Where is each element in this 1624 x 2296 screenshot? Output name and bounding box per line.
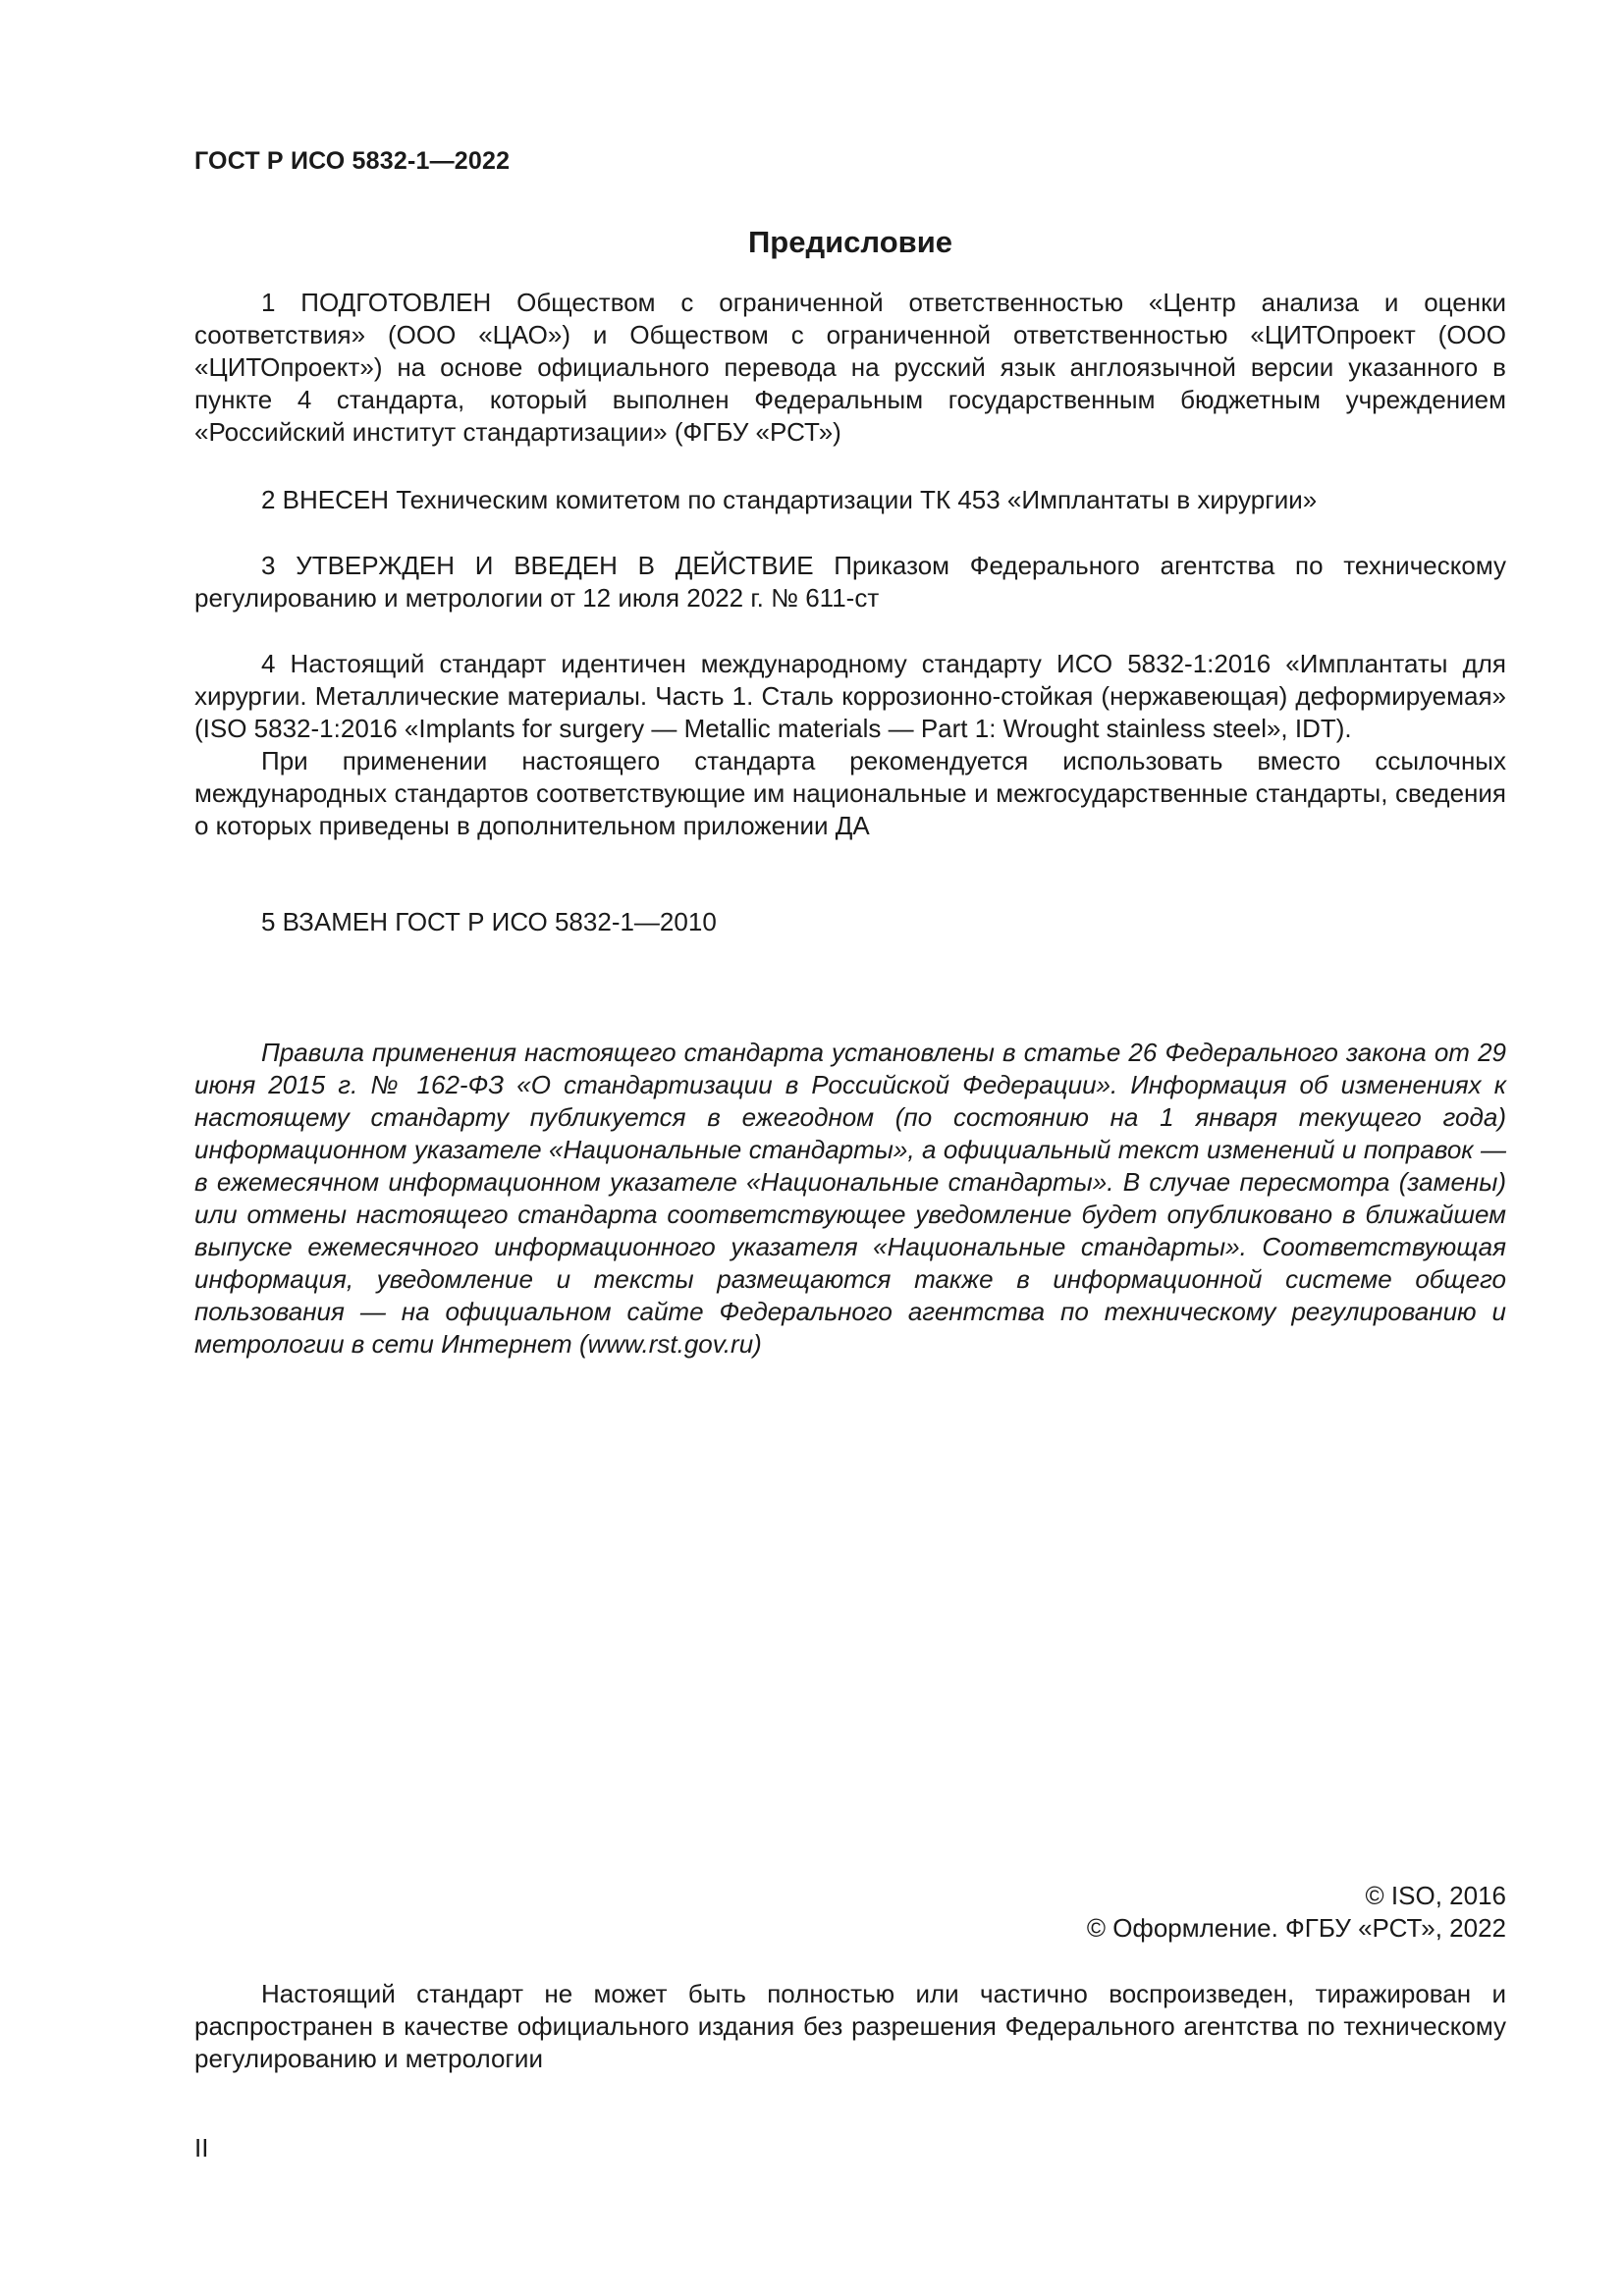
reproduction-notice-text: Настоящий стандарт не может быть полностью или частично воспроизведен, тиражирован и распространен в качестве официального издания без разрешения Федерального агентства по техническому регулированию и метрологии xyxy=(194,1979,1506,2073)
item-4-note: При применении настоящего стандарта рекомендуется использовать вместо ссылочных международных стандартов соответствующие им национальные и межгосударственные стандарты, сведения о которых приведены в дополнительном приложении ДА xyxy=(194,746,1506,840)
reproduction-notice xyxy=(194,1978,1506,2075)
copyright-design: © Оформление. ФГБУ «РСТ», 2022 xyxy=(1086,1913,1506,1943)
item-4 xyxy=(194,648,1506,842)
document-header: ГОСТ Р ИСО 5832-1—2022 xyxy=(194,147,511,175)
item-5 xyxy=(194,906,1506,938)
item-5-text: 5 ВЗАМЕН ГОСТ Р ИСО 5832-1—2010 xyxy=(261,907,717,936)
section-title: Предисловие xyxy=(747,225,952,259)
item-3 xyxy=(194,550,1506,614)
copyright-iso: © ISO, 2016 xyxy=(1365,1881,1506,1910)
legal-notice-text: Правила применения настоящего стандарта установлены в статье 26 Федерального закона от 29 июня 2015 г. № 162-ФЗ «О стандартизации в Российской Федерации». Информация об изменениях к настоящему стандарту публикуется в ежегодном (по состоянию на 1 января текущего года) информационном указателе «Национальные стандарты», а официальный текст изменений и поправок — в ежемесячном информационном указателе «Национальные стандарты». В случае пересмотра (замены) или отмены настоящего стандарта соответствующее уведомление будет опубликовано в ближайшем выпуске ежемесячного информационного указателя «Национальные стандарты». Соответствующая информация, уведомление и тексты размещаются также в информационной системе общего пользования — на официальном сайте Федерального агентства по техническому регулированию и метрологии в сети Интернет (www.rst.gov.ru) xyxy=(194,1038,1506,1359)
item-2 xyxy=(194,484,1506,516)
item-4-text: 4 Настоящий стандарт идентичен международному стандарту ИСО 5832-1:2016 «Имплантаты для хирургии. Металлические материалы. Часть 1. Сталь коррозионно-стойкая (нержавеющая) деформируемая» (ISO 5832-1:2016 «Implants for surgery — Metallic materials — Part 1: Wrought stainless steel», IDT). xyxy=(194,649,1506,743)
legal-notice xyxy=(194,1037,1506,1361)
item-3-text: 3 УТВЕРЖДЕН И ВВЕДЕН В ДЕЙСТВИЕ Приказом Федерального агентства по техническому регулированию и метрологии от 12 июля 2022 г. № 611-ст xyxy=(194,551,1506,613)
item-1 xyxy=(194,287,1506,449)
copyright-block xyxy=(194,1880,1506,1945)
item-1-text: 1 ПОДГОТОВЛЕН Обществом с ограниченной ответственностью «Центр анализа и оценки соответствия» (ООО «ЦАО») и Обществом с ограниченной ответственностью «ЦИТОпроект (ООО «ЦИТОпроект») на основе официального перевода на русский язык англоязычной версии указанного в пункте 4 стандарта, который выполнен Федеральным государственным бюджетным учреждением «Российский институт стандартизации» (ФГБУ «РСТ») xyxy=(194,288,1506,447)
page-number: II xyxy=(194,2133,209,2163)
item-2-text: 2 ВНЕСЕН Техническим комитетом по стандартизации ТК 453 «Имплантаты в хирургии» xyxy=(261,485,1318,514)
